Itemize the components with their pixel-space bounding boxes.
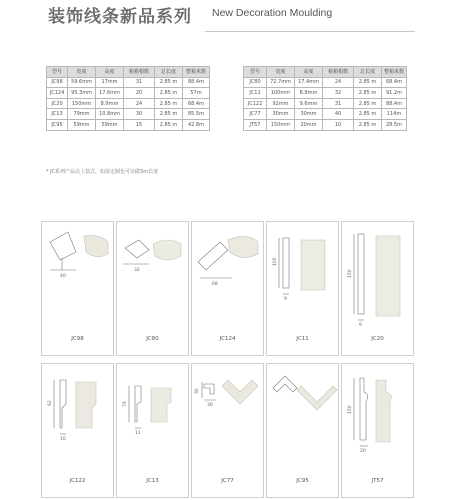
product-code: JC20 [371,336,384,342]
table-row [244,88,407,99]
table-cell: 100mm [267,88,295,99]
table-cell: 30mm [295,109,323,120]
table-row [47,98,210,109]
table-header-row [47,67,210,78]
column-header: 箱箱根数 [323,67,354,78]
table-row [244,98,407,109]
table-row [47,77,210,88]
table-cell: 2.85 m [354,88,382,99]
product-card-jc77 [191,363,264,498]
dimension-label: 79 [123,401,128,407]
table-cell: 17mm [96,77,124,88]
spec-table-right [243,66,407,131]
dimension-label: 100 [273,257,278,266]
table-cell: 85.5m [183,109,210,120]
table-cell: 68.4m [382,77,407,88]
table-cell: 88.4m [382,98,407,109]
column-header: 总长度 [155,67,183,78]
column-header: 宽度 [68,67,96,78]
table-cell: 114m [382,109,407,120]
dimension-label: 9 [359,323,362,328]
table-cell: 31 [323,98,354,109]
table-cell: 30 [124,109,155,120]
product-card-jc95 [266,363,339,498]
product-card-jc98 [41,221,114,356]
table-cell: 17.6mm [96,88,124,99]
table-cell: 2.85 m [155,88,183,99]
table-cell: 20 [124,88,155,99]
table-cell: 10.8mm [96,109,124,120]
column-header: 高度 [96,67,124,78]
table-cell: 57m [183,88,210,99]
product-card-jc13 [116,363,189,498]
product-code: JC98 [71,336,84,342]
product-card-jc122 [41,363,114,498]
table-cell: 2.85 m [354,77,382,88]
table-cell: 2.85 m [354,98,382,109]
table-row [47,119,210,130]
product-code: JC124 [219,336,236,342]
table-cell: 72.7mm [267,77,295,88]
column-header: 箱箱根数 [124,67,155,78]
table-cell: 40 [323,109,354,120]
table-cell: 8.9mm [96,98,124,109]
product-code: JT57 [371,478,384,484]
table-header-row [244,67,407,78]
product-code: JC80 [146,336,159,342]
table-cell: 59.6mm [68,77,96,88]
table-cell: 150mm [267,119,295,130]
product-card-jc20 [341,221,414,356]
table-cell: JT57 [244,119,267,130]
table-cell: 68.4m [183,98,210,109]
table-cell: 79mm [68,109,96,120]
table-row [47,88,210,99]
table-row [47,109,210,120]
table-cell: 150mm [68,98,96,109]
table-cell: 10 [323,119,354,130]
table-cell: 31 [124,77,155,88]
dimension-label: 68 [212,282,218,287]
table-cell: JC20 [47,98,68,109]
table-cell: JC11 [244,88,267,99]
dimension-label: 10 [60,437,66,442]
dimension-label: 92 [48,400,53,406]
table-cell: 59mm [68,119,96,130]
product-card-jc80 [116,221,189,356]
table-row [244,109,407,120]
table-cell: 15 [124,119,155,130]
spec-table-left [46,66,210,131]
dimension-label: 150 [348,269,353,278]
table-cell: JC122 [244,98,267,109]
product-card-jt57 [341,363,414,498]
table-row [244,119,407,130]
table-cell: 32 [323,88,354,99]
column-header: 整箱米数 [183,67,210,78]
dimension-label: 30 [207,403,213,408]
table-cell: 30mm [267,109,295,120]
table-cell: 8.9mm [295,88,323,99]
table-cell: 59mm [96,119,124,130]
table-cell: 24 [323,77,354,88]
table-cell: 17.4mm [295,77,323,88]
table-cell: JC98 [47,77,68,88]
dimension-label: 30 [195,388,200,394]
table-cell: 28.5m [382,119,407,130]
table-cell: 20mm [295,119,323,130]
table-cell: 91.2m [382,88,407,99]
table-cell: 2.85 m [354,109,382,120]
table-cell: 2.85 m [155,109,183,120]
table-cell: 42.8m [183,119,210,130]
dimension-label: 11 [135,431,141,436]
table-cell: JC124 [47,88,68,99]
footnote: * JC系列产品以上款式，如需定制也可以做3m长度 [46,169,159,175]
table-cell: 2.85 m [155,119,183,130]
column-header: 总长度 [354,67,382,78]
table-cell: JC77 [244,109,267,120]
dimension-label: 150 [348,405,353,414]
page-title-cn: 装饰线条新品系列 [48,7,192,27]
table-cell: JC95 [47,119,68,130]
table-cell: 92mm [267,98,295,109]
table-cell: 24 [124,98,155,109]
table-cell: 9.6mm [295,98,323,109]
column-header: 整箱米数 [382,67,407,78]
table-cell: JC13 [47,109,68,120]
table-cell: 95.3mm [68,88,96,99]
product-code: JC122 [69,478,86,484]
product-code: JC77 [221,478,234,484]
column-header: 宽度 [267,67,295,78]
table-cell: JC80 [244,77,267,88]
table-cell: 2.85 m [155,98,183,109]
table-cell: 2.85 m [354,119,382,130]
product-code: JC11 [296,336,309,342]
dimension-label: 9 [284,297,287,302]
product-code: JC95 [296,478,309,484]
dimension-label: 32 [134,268,140,273]
column-header: 型号 [244,67,267,78]
table-row [244,77,407,88]
table-cell: 2.85 m [155,77,183,88]
column-header: 型号 [47,67,68,78]
header-divider [205,31,415,32]
product-card-jc124 [191,221,264,356]
dimension-label: 40 [60,274,66,279]
page-title-en: New Decoration Moulding [212,7,333,19]
table-cell: 88.4m [183,77,210,88]
product-card-jc11 [266,221,339,356]
dimension-label: 20 [360,449,366,454]
column-header: 高度 [295,67,323,78]
product-code: JC13 [146,478,159,484]
